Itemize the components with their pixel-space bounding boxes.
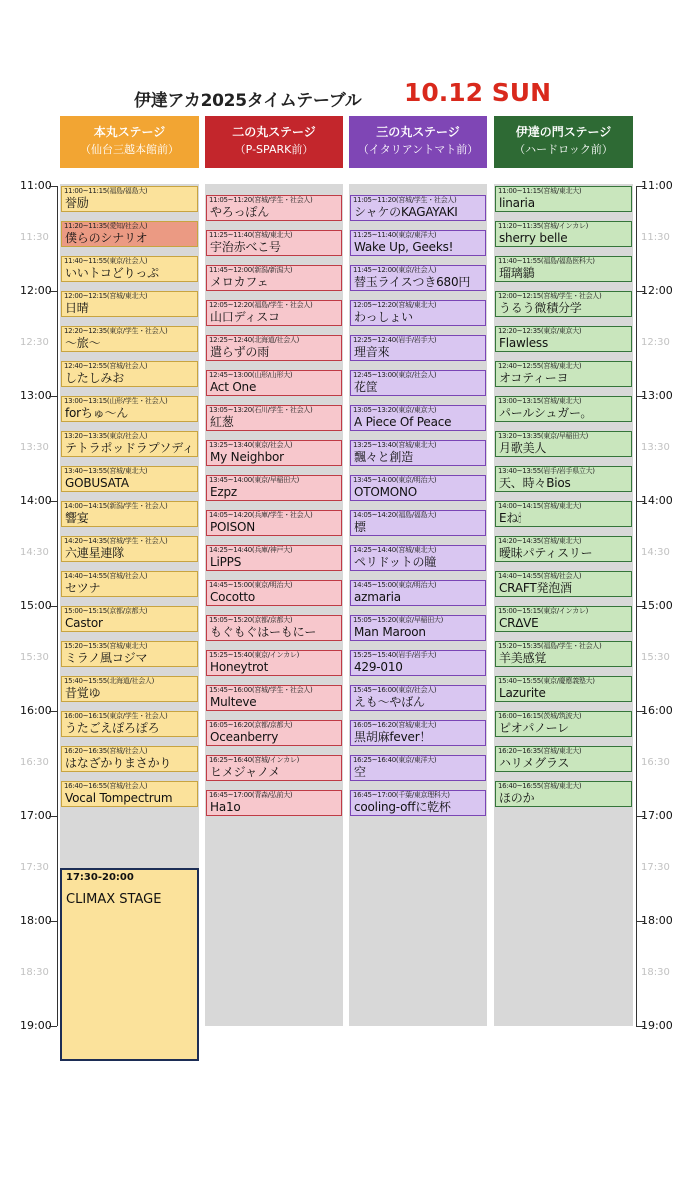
slot-time: 14:00~14:15(宮城/東北大): [498, 502, 582, 510]
slot-performer: オコティーヨ: [499, 371, 569, 385]
slot-performer: 六連星連隊: [65, 546, 125, 560]
performance-slot[interactable]: [61, 676, 198, 702]
performance-slot[interactable]: [61, 711, 198, 737]
slot-performer: Multeve: [210, 694, 257, 709]
time-label: 19:00: [20, 1019, 52, 1032]
slot-performer: My Neighbor: [210, 449, 284, 464]
time-tick: [636, 501, 644, 502]
slot-time: 12:05~12:20(宮城/東北大): [353, 300, 437, 309]
slot-performer: ～旅～: [65, 336, 101, 350]
title-row: [0, 78, 696, 114]
slot-time: 15:40~15:55(北海道/社会人): [64, 677, 155, 685]
time-label: 12:30: [641, 336, 670, 348]
performance-slot[interactable]: [350, 790, 486, 816]
time-label: 16:30: [641, 756, 670, 768]
slot-time: 16:00~16:15(茨城/筑波大): [498, 712, 582, 720]
performance-slot[interactable]: [350, 545, 486, 571]
performance-slot[interactable]: [350, 580, 486, 606]
slot-time: 12:20~12:35(東京/東京大): [498, 327, 582, 335]
slot-time: 14:45~15:00(東京/明治大): [353, 580, 437, 589]
slot-performer: ほのか: [499, 791, 535, 805]
event-date: 10.12 SUN: [404, 78, 552, 107]
slot-time: 13:05~13:20(石川/学生・社会人): [209, 405, 313, 414]
performance-slot[interactable]: [61, 781, 198, 807]
performance-slot[interactable]: [495, 781, 632, 807]
performance-slot[interactable]: [350, 615, 486, 641]
time-tick: [636, 921, 644, 922]
performance-slot[interactable]: [350, 405, 486, 431]
slot-performer: 昔覚ゆ: [65, 686, 101, 700]
slot-performer: 飄々と創造: [354, 449, 414, 464]
performance-slot[interactable]: [495, 291, 632, 317]
performance-slot[interactable]: [61, 291, 198, 317]
performance-slot[interactable]: [350, 475, 486, 501]
slot-time: 16:40~16:55(宮城/社会人): [64, 782, 148, 790]
slot-time: 14:45~15:00(東京/明治大): [209, 580, 293, 589]
slot-time: 13:00~13:15(山形/学生・社会人): [64, 397, 168, 405]
slot-performer: したしみお: [65, 371, 125, 385]
slot-time: 15:20~15:35(福島/学生・社会人): [498, 642, 602, 650]
slot-time: 15:45~16:00(東京/社会人): [353, 685, 437, 694]
slot-time: 11:20~11:35(愛知/社会人): [64, 222, 148, 230]
slot-time: 14:00~14:15(新潟/学生・社会人): [64, 502, 168, 510]
stage-location: （仙台三越本館前）: [80, 143, 179, 156]
slot-performer: もぐもぐはーもにー: [210, 624, 317, 639]
slot-performer: テトラポッドラプソディ: [65, 441, 194, 455]
performance-slot[interactable]: [495, 606, 632, 632]
performance-slot[interactable]: [495, 711, 632, 737]
slot-performer: Castor: [65, 616, 103, 630]
stage-name: 二の丸ステージ: [232, 125, 316, 139]
stage-header-1: [60, 116, 199, 168]
climax-time: 17:30-20:00: [66, 872, 134, 883]
slot-performer: Act One: [210, 379, 257, 394]
performance-slot[interactable]: [206, 685, 342, 711]
performance-slot[interactable]: [61, 606, 198, 632]
time-label: 18:00: [20, 914, 52, 927]
time-tick: [49, 396, 57, 397]
slot-performer: Lazurite: [499, 686, 546, 700]
slot-time: 11:00~11:15(福島/福島大): [64, 187, 148, 195]
slot-performer: 429-010: [354, 659, 403, 674]
slot-performer: Cocotto: [210, 589, 256, 604]
slot-time: 15:00~15:15(東京/インカレ): [498, 607, 589, 615]
slot-performer: CRAFT発泡酒: [499, 581, 572, 595]
slot-performer: Ha1o: [210, 799, 241, 814]
performance-slot[interactable]: [495, 571, 632, 597]
slot-performer: Honeytrot: [210, 659, 269, 674]
slot-time: 11:25~11:40(東京/東洋大): [353, 230, 437, 239]
performance-slot[interactable]: [61, 501, 198, 527]
performance-slot[interactable]: [350, 755, 486, 781]
slot-performer: メロカフェ: [210, 274, 269, 289]
performance-slot[interactable]: [61, 186, 198, 212]
slot-performer: 響宴: [65, 511, 89, 525]
time-tick: [49, 186, 57, 187]
time-tick: [636, 606, 644, 607]
performance-slot[interactable]: [495, 256, 632, 282]
slot-performer: パールシュガー。: [499, 406, 593, 420]
performance-slot[interactable]: [495, 501, 632, 527]
stage-location: （イタリアントマト前）: [357, 143, 479, 156]
performance-slot[interactable]: [495, 466, 632, 492]
time-label: 14:30: [641, 546, 670, 558]
performance-slot[interactable]: [495, 396, 632, 422]
slot-time: 13:25~13:40(宮城/東北大): [353, 440, 437, 449]
performance-slot[interactable]: [206, 755, 342, 781]
slot-performer: 標: [354, 519, 366, 534]
time-label: 16:30: [20, 756, 49, 768]
slot-performer: CR∆VE: [499, 616, 539, 630]
performance-slot[interactable]: [61, 641, 198, 667]
performance-slot[interactable]: [206, 300, 342, 326]
stage-name: 伊達の門ステージ: [515, 125, 612, 139]
slot-performer: LiPPS: [210, 554, 242, 569]
slot-performer: シャケのKAGAYAKI: [354, 204, 458, 219]
time-label: 17:30: [641, 861, 670, 873]
performance-slot[interactable]: [350, 335, 486, 361]
slot-time: 11:05~11:20(宮城/学生・社会人): [209, 195, 313, 204]
slot-performer: 紅葱: [210, 414, 234, 429]
slot-performer: 宇治赤べこ号: [210, 239, 281, 254]
time-label: 12:00: [20, 284, 52, 297]
time-tick: [49, 501, 57, 502]
time-label: 15:30: [20, 651, 49, 663]
slot-time: 14:25~14:40(兵庫/神戸大): [209, 545, 293, 554]
slot-time: 13:20~13:35(東京/社会人): [64, 432, 148, 440]
slot-time: 16:20~16:35(宮城/社会人): [64, 747, 148, 755]
performance-slot[interactable]: [350, 230, 486, 256]
slot-performer: 替玉ライスつき680円: [354, 274, 471, 289]
slot-time: 15:45~16:00(宮城/学生・社会人): [209, 685, 313, 694]
slot-performer: はなざかりまさかり: [65, 756, 172, 770]
time-label: 18:30: [641, 966, 670, 978]
stage-location: （P-SPARK前）: [234, 143, 314, 156]
slot-time: 16:45~17:00(千葉/東京理科大): [353, 790, 450, 799]
performance-slot[interactable]: [61, 396, 198, 422]
time-label: 14:00: [641, 494, 673, 507]
slot-performer: forちゅ～ん: [65, 406, 129, 420]
slot-time: 16:25~16:40(東京/東洋大): [353, 755, 437, 764]
slot-time: 12:20~12:35(東京/学生・社会人): [64, 327, 168, 335]
slot-performer: Oceanberry: [210, 729, 279, 744]
slot-time: 14:40~14:55(宮城/社会人): [498, 572, 582, 580]
performance-slot[interactable]: [61, 221, 198, 247]
stage-location: （ハードロック前）: [514, 143, 613, 156]
slot-performer: セツナ: [65, 581, 101, 595]
slot-performer: 山口ディスコ: [210, 309, 280, 324]
stage-name: 三の丸ステージ: [376, 125, 460, 139]
slot-time: 13:20~13:35(東京/早稲田大): [498, 432, 589, 440]
time-label: 16:00: [20, 704, 52, 717]
slot-time: 13:05~13:20(東京/東京大): [353, 405, 437, 414]
time-label: 16:00: [641, 704, 673, 717]
slot-performer: 瑠璃鶲: [499, 266, 535, 280]
time-tick: [636, 816, 644, 817]
time-label: 13:30: [20, 441, 49, 453]
time-label: 19:00: [641, 1019, 673, 1032]
performance-slot[interactable]: [61, 536, 198, 562]
slot-performer: Ezpz: [210, 484, 237, 499]
slot-performer: ヒメジャノメ: [210, 764, 281, 779]
slot-time: 13:45~14:00(東京/明治大): [353, 475, 437, 484]
performance-slot[interactable]: [495, 746, 632, 772]
slot-time: 15:05~15:20(京都/京都大): [209, 615, 293, 624]
slot-performer: linaria: [499, 196, 535, 210]
performance-slot[interactable]: [206, 370, 342, 396]
performance-slot[interactable]: [350, 720, 486, 746]
performance-slot[interactable]: [350, 685, 486, 711]
time-tick: [636, 396, 644, 397]
performance-slot[interactable]: [495, 186, 632, 212]
page-title: 伊達アカ2025タイムテーブル: [134, 91, 362, 111]
slot-performer: 花筐: [354, 379, 378, 394]
time-tick: [636, 186, 644, 187]
slot-performer: Man Maroon: [354, 624, 426, 639]
slot-time: 13:00~13:15(宮城/東北大): [498, 397, 582, 405]
slot-time: 15:05~15:20(東京/早稲田大): [353, 615, 444, 624]
slot-performer: 日晴: [65, 301, 89, 315]
performance-slot[interactable]: [495, 536, 632, 562]
time-tick: [49, 816, 57, 817]
performance-slot[interactable]: [206, 650, 342, 676]
stage-header-4: [494, 116, 633, 168]
slot-performer: POISON: [210, 519, 256, 534]
time-label: 13:00: [20, 389, 52, 402]
performance-slot[interactable]: [206, 615, 342, 641]
time-label: 12:00: [641, 284, 673, 297]
slot-performer: ミラノ風コジマ: [65, 651, 148, 665]
performance-slot[interactable]: [61, 256, 198, 282]
slot-time: 16:00~16:15(東京/学生・社会人): [64, 712, 168, 720]
time-label: 18:30: [20, 966, 49, 978]
time-tick: [49, 921, 57, 922]
slot-time: 13:40~13:55(岩手/岩手県立大): [498, 467, 595, 475]
slot-time: 13:25~13:40(東京/社会人): [209, 440, 293, 449]
time-label: 11:00: [641, 179, 673, 192]
slot-performer: うるう微積分学: [499, 301, 582, 315]
slot-time: 12:05~12:20(福島/学生・社会人): [209, 300, 313, 309]
slot-performer: わっしょい: [354, 309, 413, 324]
performance-slot[interactable]: [61, 571, 198, 597]
performance-slot[interactable]: [206, 230, 342, 256]
performance-slot[interactable]: [206, 475, 342, 501]
slot-time: 13:40~13:55(宮城/東北大): [64, 467, 148, 475]
slot-time: 15:25~15:40(東京/インカレ): [209, 650, 300, 659]
time-label: 17:00: [20, 809, 52, 822]
slot-time: 11:45~12:00(新潟/新潟大): [209, 265, 293, 274]
slot-time: 11:25~11:40(宮城/東北大): [209, 230, 293, 239]
slot-time: 12:25~12:40(北海道/社会人): [209, 335, 300, 344]
slot-performer: Wake Up, Geeks!: [354, 239, 454, 254]
performance-slot[interactable]: [206, 440, 342, 466]
slot-time: 12:45~13:00(山形/山形大): [209, 370, 293, 379]
time-label: 14:30: [20, 546, 49, 558]
slot-performer: 羊美感覚: [499, 651, 547, 665]
left-axis-line: [57, 186, 58, 1026]
slot-performer: Vocal Tompectrum: [65, 791, 173, 805]
slot-performer: えも～やばん: [354, 694, 425, 709]
time-label: 11:00: [20, 179, 52, 192]
performance-slot[interactable]: [350, 510, 486, 536]
slot-performer: 空: [354, 764, 366, 779]
slot-time: 15:00~15:15(京都/京都大): [64, 607, 148, 615]
slot-performer: Flawless: [499, 336, 549, 350]
stage-header-2: [205, 116, 343, 168]
slot-time: 11:40~11:55(東京/社会人): [64, 257, 148, 265]
performance-slot[interactable]: [350, 370, 486, 396]
slot-time: 11:45~12:00(東京/社会人): [353, 265, 437, 274]
time-label: 15:00: [641, 599, 673, 612]
slot-time: 12:00~12:15(宮城/東北大): [64, 292, 148, 300]
performance-slot[interactable]: [61, 746, 198, 772]
slot-time: 11:20~11:35(宮城/インカレ): [498, 222, 589, 230]
slot-performer: 誉励: [65, 196, 89, 210]
slot-time: 14:05~14:20(福島/福島大): [353, 510, 437, 519]
slot-time: 16:25~16:40(宮城/インカレ): [209, 755, 300, 764]
time-label: 13:30: [641, 441, 670, 453]
time-tick: [636, 711, 644, 712]
time-label: 11:30: [641, 231, 670, 243]
slot-performer: sherry belle: [499, 231, 568, 245]
time-label: 17:00: [641, 809, 673, 822]
performance-slot[interactable]: [495, 361, 632, 387]
slot-time: 12:40~12:55(宮城/社会人): [64, 362, 148, 370]
slot-performer: 黒胡麻fever！: [354, 729, 432, 744]
slot-time: 12:40~12:55(宮城/東北大): [498, 362, 582, 370]
slot-time: 11:40~11:55(福島/福島医科大): [498, 257, 595, 265]
time-label: 13:00: [641, 389, 673, 402]
performance-slot[interactable]: [206, 405, 342, 431]
slot-time: 12:00~12:15(宮城/学生・社会人): [498, 292, 602, 300]
performance-slot[interactable]: [495, 676, 632, 702]
slot-time: 16:05~16:20(京都/京都大): [209, 720, 293, 729]
performance-slot[interactable]: [206, 510, 342, 536]
slot-performer: GOBUSATA: [65, 476, 129, 490]
slot-performer: 天、時々Bios: [499, 476, 571, 490]
slot-performer: 月歌美人: [499, 441, 547, 455]
time-tick: [49, 711, 57, 712]
time-tick: [49, 291, 57, 292]
slot-time: 11:00~11:15(宮城/東北大): [498, 187, 582, 195]
time-tick: [636, 1026, 644, 1027]
slot-time: 14:25~14:40(宮城/東北大): [353, 545, 437, 554]
time-tick: [49, 606, 57, 607]
time-tick: [636, 291, 644, 292]
performance-slot[interactable]: [495, 326, 632, 352]
time-label: 12:30: [20, 336, 49, 348]
performance-slot[interactable]: [495, 431, 632, 457]
time-label: 15:30: [641, 651, 670, 663]
performance-slot[interactable]: [206, 545, 342, 571]
slot-time: 14:20~14:35(宮城/東北大): [498, 537, 582, 545]
slot-time: 16:45~17:00(青森/弘前大): [209, 790, 293, 799]
performance-slot[interactable]: [206, 335, 342, 361]
slot-performer: 僕らのシナリオ: [65, 231, 148, 245]
slot-time: 12:25~12:40(岩手/岩手大): [353, 335, 437, 344]
stage-name: 本丸ステージ: [93, 125, 166, 139]
slot-time: 15:20~15:35(宮城/東北大): [64, 642, 148, 650]
time-label: 15:00: [20, 599, 52, 612]
performance-slot[interactable]: [206, 580, 342, 606]
slot-performer: うたごえぽろぽろ: [65, 721, 160, 735]
slot-performer: ハリメグラス: [499, 756, 570, 770]
slot-performer: ピオパノーレ: [499, 721, 569, 735]
performance-slot[interactable]: [495, 221, 632, 247]
slot-performer: 理音來: [354, 344, 390, 359]
time-label: 11:30: [20, 231, 49, 243]
climax-stage-block[interactable]: [60, 868, 199, 1061]
performance-slot[interactable]: [61, 361, 198, 387]
stage-header-3: [349, 116, 487, 168]
performance-slot[interactable]: [206, 265, 342, 291]
time-label: 14:00: [20, 494, 52, 507]
performance-slot[interactable]: [206, 720, 342, 746]
slot-performer: いいトコどりっぷ: [65, 266, 159, 280]
slot-time: 16:40~16:55(宮城/東北大): [498, 782, 582, 790]
slot-performer: OTOMONO: [354, 484, 418, 499]
performance-slot[interactable]: [206, 195, 342, 221]
slot-time: 15:40~15:55(東京/慶應義塾大): [498, 677, 595, 685]
time-label: 17:30: [20, 861, 49, 873]
slot-time: 14:05~14:20(兵庫/学生・社会人): [209, 510, 313, 519]
time-tick: [49, 1026, 57, 1027]
climax-name: CLIMAX STAGE: [66, 892, 162, 907]
performance-slot[interactable]: [350, 265, 486, 291]
performance-slot[interactable]: [206, 790, 342, 816]
performance-slot[interactable]: [350, 440, 486, 466]
slot-time: 15:25~15:40(岩手/岩手大): [353, 650, 437, 659]
slot-time: 11:05~11:20(宮城/学生・社会人): [353, 195, 457, 204]
slot-performer: cooling-offに乾杯: [354, 799, 451, 814]
slot-performer: A Piece Of Peace: [354, 414, 452, 429]
slot-time: 14:40~14:55(宮城/社会人): [64, 572, 148, 580]
performance-slot[interactable]: [495, 641, 632, 667]
performance-slot[interactable]: [61, 466, 198, 492]
performance-slot[interactable]: [350, 300, 486, 326]
slot-performer: Eね🕯: [499, 511, 522, 525]
slot-time: 12:45~13:00(東京/社会人): [353, 370, 437, 379]
slot-performer: azmaria: [354, 589, 401, 604]
slot-performer: やろっぽん: [210, 204, 270, 219]
performance-slot[interactable]: [350, 650, 486, 676]
slot-time: 16:20~16:35(宮城/東北大): [498, 747, 582, 755]
slot-time: 14:20~14:35(宮城/学生・社会人): [64, 537, 168, 545]
slot-performer: ペリドットの瞳: [354, 554, 437, 569]
slot-performer: 遣らずの雨: [210, 344, 270, 359]
slot-time: 16:05~16:20(宮城/東北大): [353, 720, 437, 729]
performance-slot[interactable]: [350, 195, 486, 221]
performance-slot[interactable]: [61, 326, 198, 352]
slot-performer: 曖昧パティスリー: [499, 546, 593, 560]
slot-time: 13:45~14:00(東京/早稲田大): [209, 475, 300, 484]
performance-slot[interactable]: [61, 431, 198, 457]
time-label: 18:00: [641, 914, 673, 927]
